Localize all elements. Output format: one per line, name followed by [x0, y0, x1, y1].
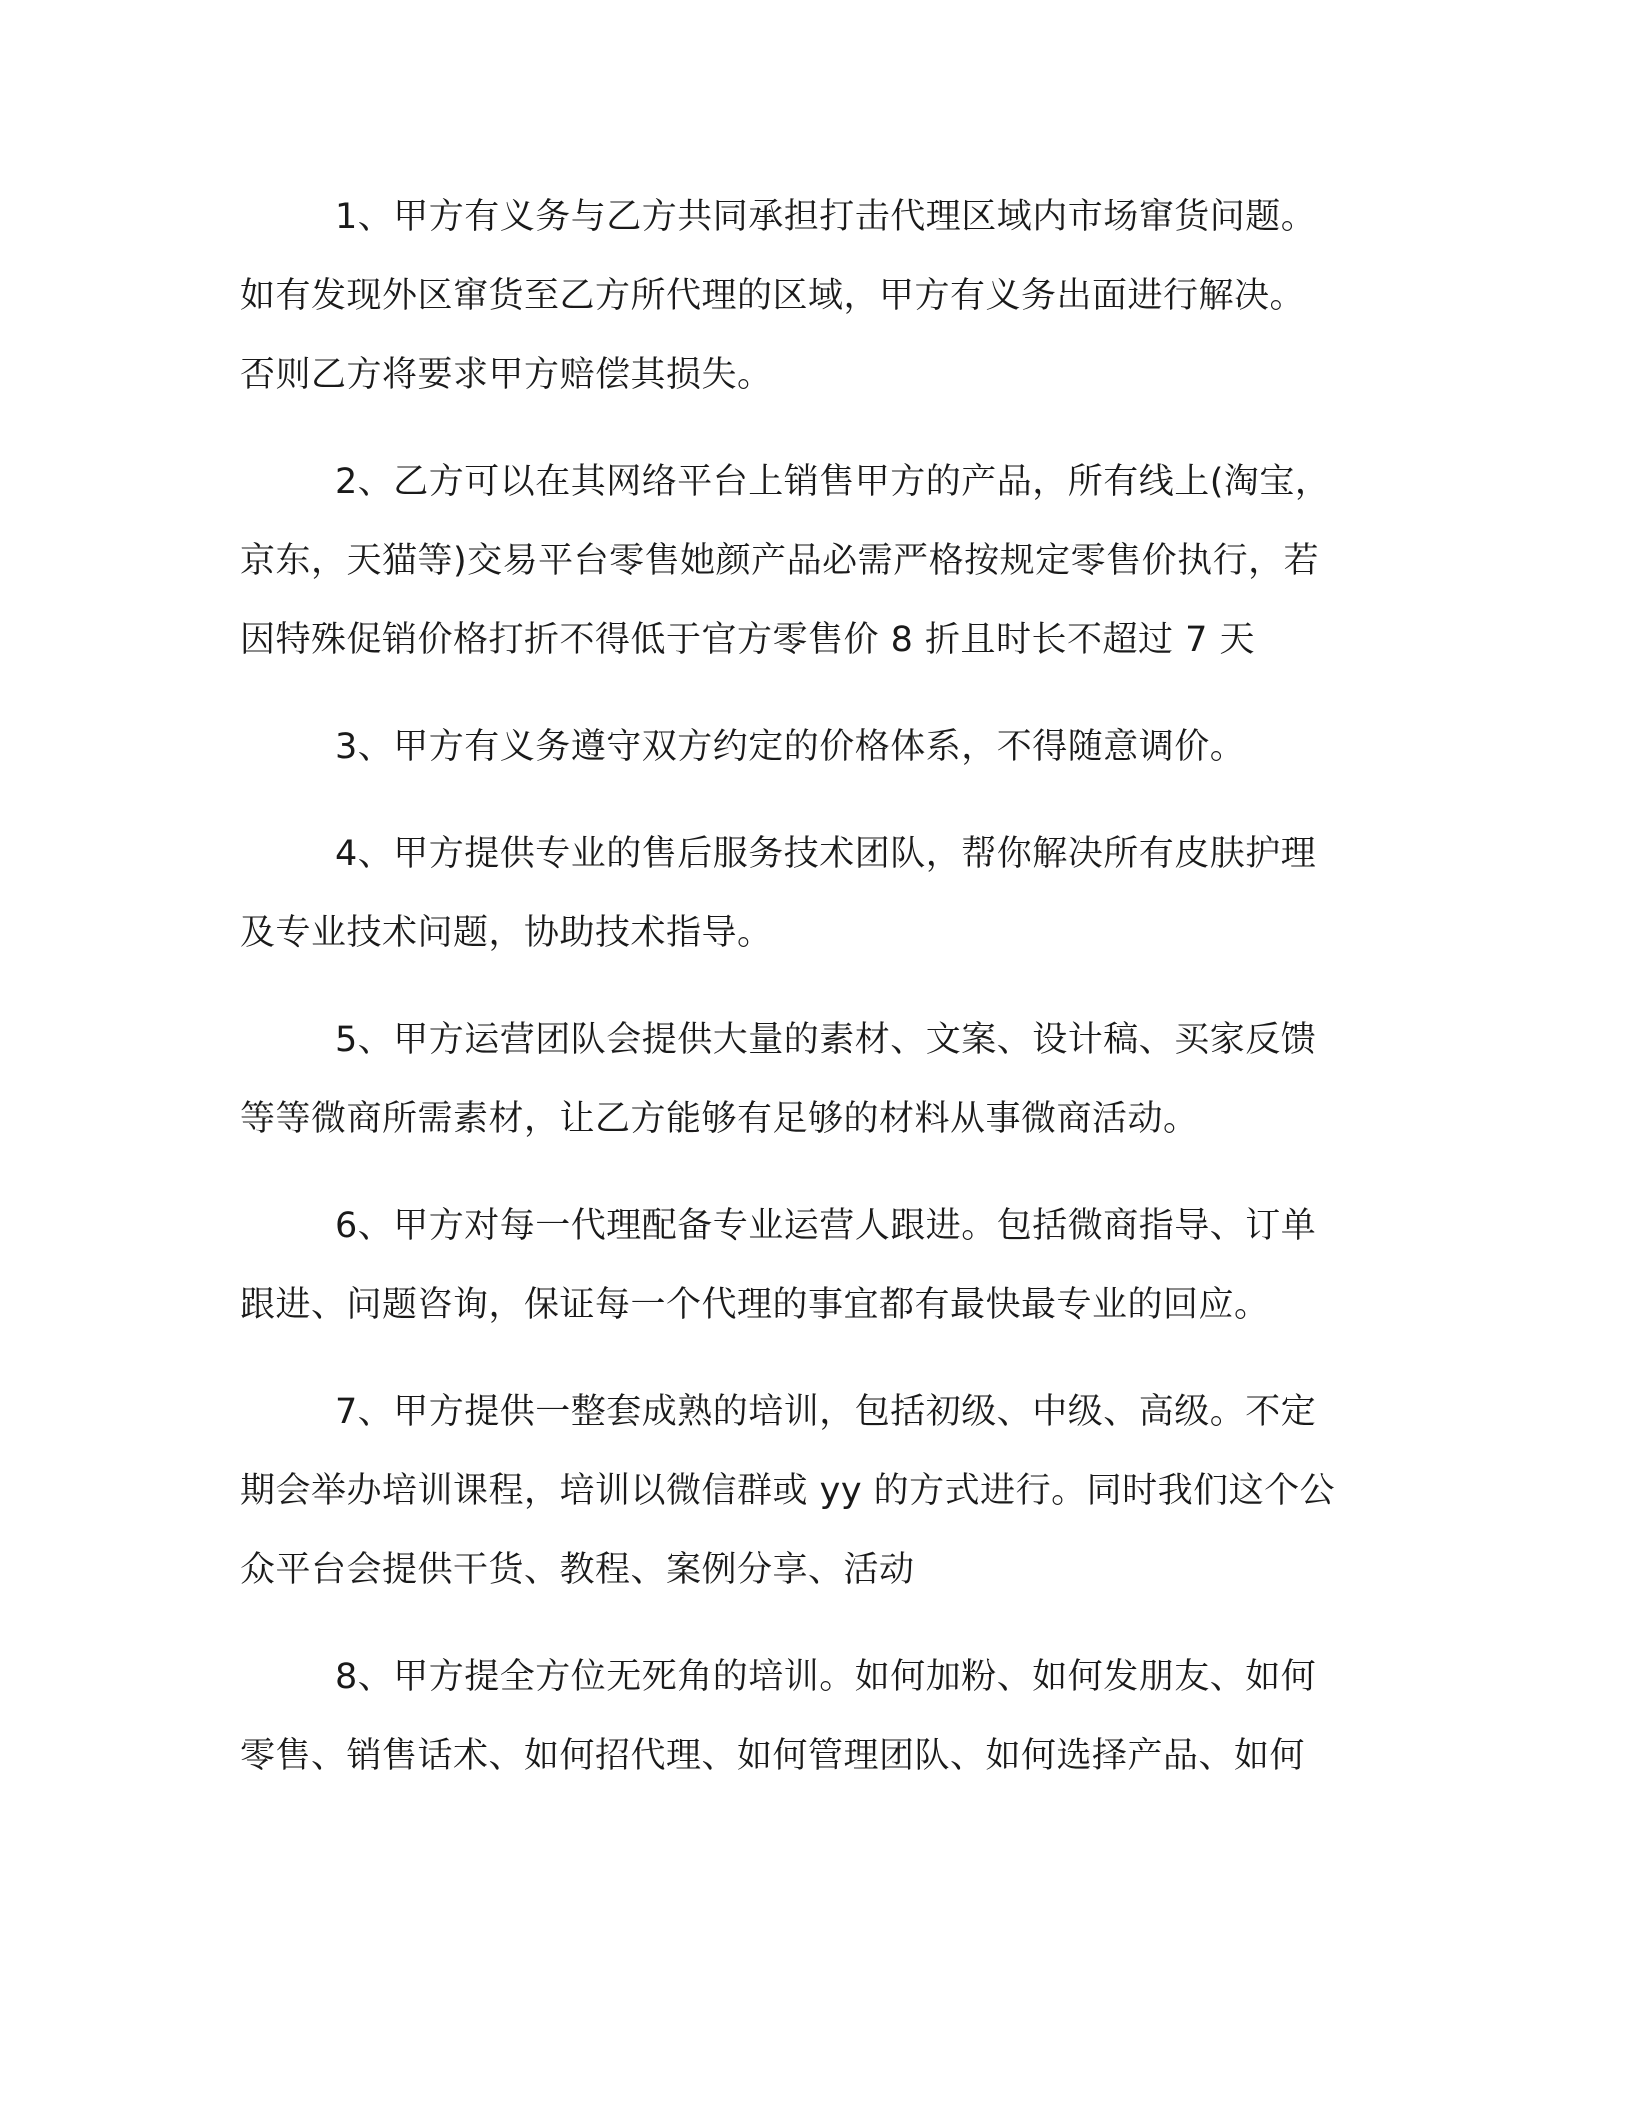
paragraph-1 — [240, 178, 1400, 415]
paragraph-line: 7、甲方提供一整套成熟的培训，包括初级、中级、高级。不定 — [335, 1392, 1317, 1432]
paragraph-line: 及专业技术问题，协助技术指导。 — [240, 913, 773, 953]
paragraph-line: 6、甲方对每一代理配备专业运营人跟进。包括微商指导、订单 — [335, 1206, 1317, 1246]
paragraph-line: 如有发现外区窜货至乙方所代理的区域，甲方有义务出面进行解决。 — [240, 276, 1306, 316]
paragraph-8 — [240, 1638, 1400, 1796]
paragraph-line: 3、甲方有义务遵守双方约定的价格体系，不得随意调价。 — [335, 727, 1246, 767]
paragraph-line: 众平台会提供干货、教程、案例分享、活动 — [240, 1550, 915, 1590]
paragraph-line: 等等微商所需素材，让乙方能够有足够的材料从事微商活动。 — [240, 1099, 1199, 1139]
document-body — [240, 178, 1400, 1824]
paragraph-line: 2、乙方可以在其网络平台上销售甲方的产品，所有线上(淘宝， — [335, 462, 1331, 502]
paragraph-line: 跟进、问题咨询，保证每一个代理的事宜都有最快最专业的回应。 — [240, 1285, 1270, 1325]
paragraph-6 — [240, 1187, 1400, 1345]
paragraph-line: 5、甲方运营团队会提供大量的素材、文案、设计稿、买家反馈 — [335, 1020, 1317, 1060]
paragraph-line: 零售、销售话术、如何招代理、如何管理团队、如何选择产品、如何 — [240, 1736, 1306, 1776]
paragraph-2 — [240, 443, 1400, 680]
paragraph-5 — [240, 1001, 1400, 1159]
paragraph-3 — [240, 708, 1400, 787]
paragraph-line: 京东，天猫等)交易平台零售她颜产品必需严格按规定零售价执行，若 — [240, 541, 1320, 581]
paragraph-line: 因特殊促销价格打折不得低于官方零售价 8 折且时长不超过 7 天 — [240, 620, 1256, 660]
paragraph-line: 8、甲方提全方位无死角的培训。如何加粉、如何发朋友、如何 — [335, 1657, 1317, 1697]
paragraph-line: 期会举办培训课程，培训以微信群或 yy 的方式进行。同时我们这个公 — [240, 1471, 1336, 1511]
paragraph-line: 否则乙方将要求甲方赔偿其损失。 — [240, 355, 773, 395]
paragraph-line: 4、甲方提供专业的售后服务技术团队，帮你解决所有皮肤护理 — [335, 834, 1317, 874]
paragraph-4 — [240, 815, 1400, 973]
paragraph-line: 1、甲方有义务与乙方共同承担打击代理区域内市场窜货问题。 — [335, 197, 1317, 237]
paragraph-7 — [240, 1373, 1400, 1610]
